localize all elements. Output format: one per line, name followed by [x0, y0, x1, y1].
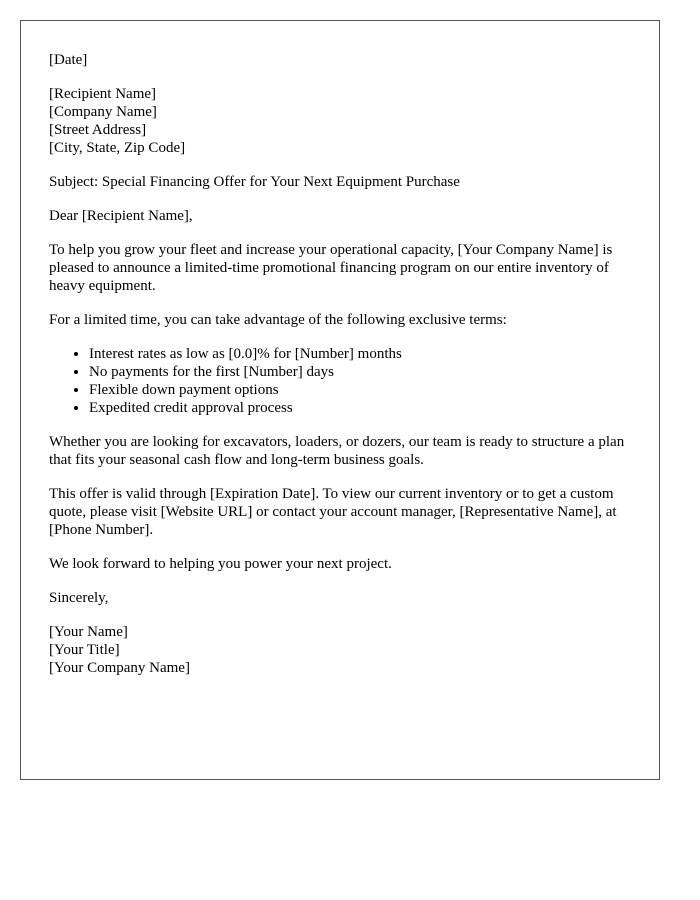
list-item: • Expedited credit approval process: [89, 399, 631, 417]
letter-date: [Date]: [49, 52, 88, 68]
paragraph-terms-lead: For a limited time, you can take advantage of the following exclusive terms:: [49, 312, 507, 328]
recipient-name: [Recipient Name]: [49, 86, 157, 102]
letter-salutation: Dear [Recipient Name],: [49, 208, 193, 224]
recipient-street: [Street Address]: [49, 122, 147, 138]
signature-company: [Your Company Name]: [49, 660, 190, 676]
letter-subject: Subject: Special Financing Offer for Your Next Equipment Purchase: [49, 174, 460, 190]
letter-closing: Sincerely,: [49, 590, 109, 606]
signature-name: [Your Name]: [49, 624, 128, 640]
paragraph-equipment: Whether you are looking for excavators, loaders, or dozers, our team is ready to structure a plan that fits your seasonal cash flow and long-term business goals.: [49, 434, 625, 468]
terms-list: [49, 345, 631, 417]
recipient-company: [Company Name]: [49, 104, 157, 120]
paragraph-intro: To help you grow your fleet and increase your operational capacity, [Your Company Name] is pleased to announce a limited-time promotional financing program on our entire inventory of heavy equipment.: [49, 242, 613, 294]
list-item: • No payments for the first [Number] days: [89, 363, 631, 381]
paragraph-validity: This offer is valid through [Expiration Date]. To view our current inventory or to get a custom quote, please visit [Website URL] or contact your account manager, [Representative Name], at [Phone Number].: [49, 486, 617, 538]
list-item: • Flexible down payment options: [89, 381, 631, 399]
recipient-address: [49, 85, 631, 157]
recipient-city-state-zip: [City, State, Zip Code]: [49, 140, 186, 156]
list-item: • Interest rates as low as [0.0]% for [Number] months: [89, 345, 631, 363]
signature-block: [49, 623, 631, 677]
paragraph-closing-note: We look forward to helping you power your next project.: [49, 556, 392, 572]
letter-page: [20, 20, 660, 780]
signature-title: [Your Title]: [49, 642, 120, 658]
